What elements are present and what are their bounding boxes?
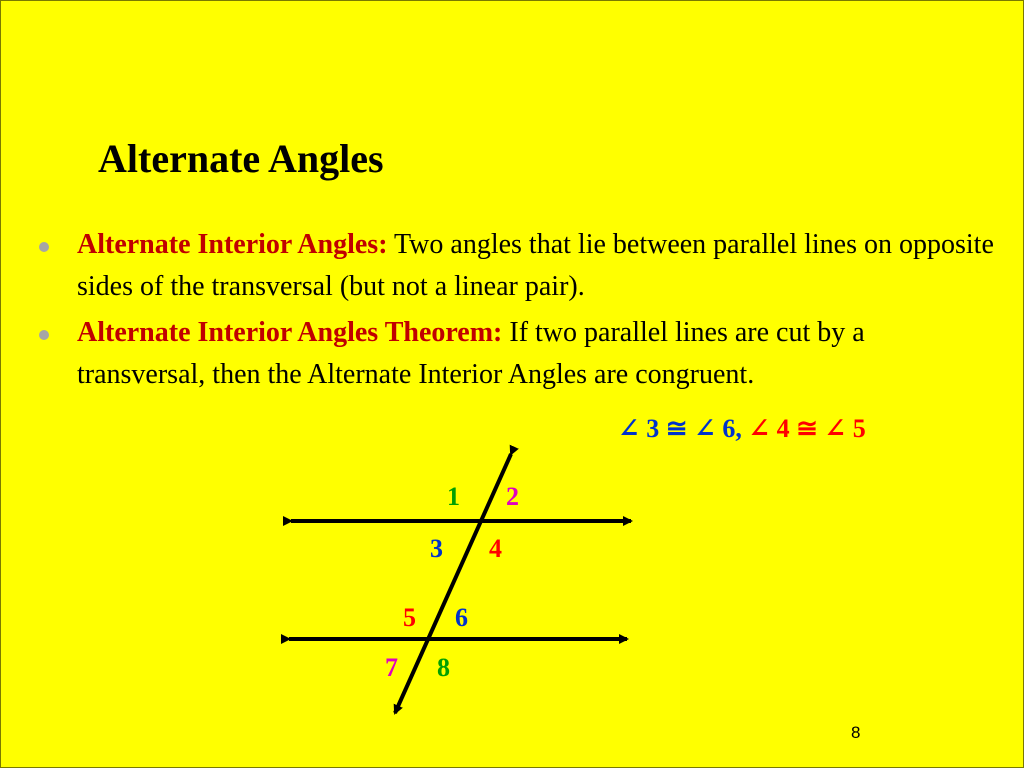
angle-label-3: 3 [430, 534, 443, 563]
angle-label-7: 7 [385, 653, 398, 682]
angle-label-2: 2 [506, 482, 519, 511]
slide-title: Alternate Angles [98, 136, 384, 181]
parallel-lines-diagram [1, 1, 1023, 767]
definition-text: Two angles that lie between parallel lines on opposite sides of the transversal (but not a linear pair). [77, 229, 994, 302]
angle-label-5: 5 [403, 603, 416, 632]
angle-label-8: 8 [437, 653, 450, 682]
theorem-term: Alternate Interior Angles Theorem: [77, 317, 503, 348]
congruence-pair-4-5: ∠ 4 ≅ ∠ 5 [748, 414, 866, 443]
congruence-pair-3-6: ∠ 3 ≅ ∠ 6, [618, 414, 742, 443]
theorem-text: If two parallel lines are cut by a transversal, then the Alternate Interior Angles are congruent. [77, 317, 865, 390]
page-number: 8 [851, 723, 861, 742]
definition-term: Alternate Interior Angles: [77, 229, 388, 260]
angle-label-1: 1 [447, 482, 460, 511]
angle-label-6: 6 [455, 603, 468, 632]
angle-label-4: 4 [489, 534, 502, 563]
